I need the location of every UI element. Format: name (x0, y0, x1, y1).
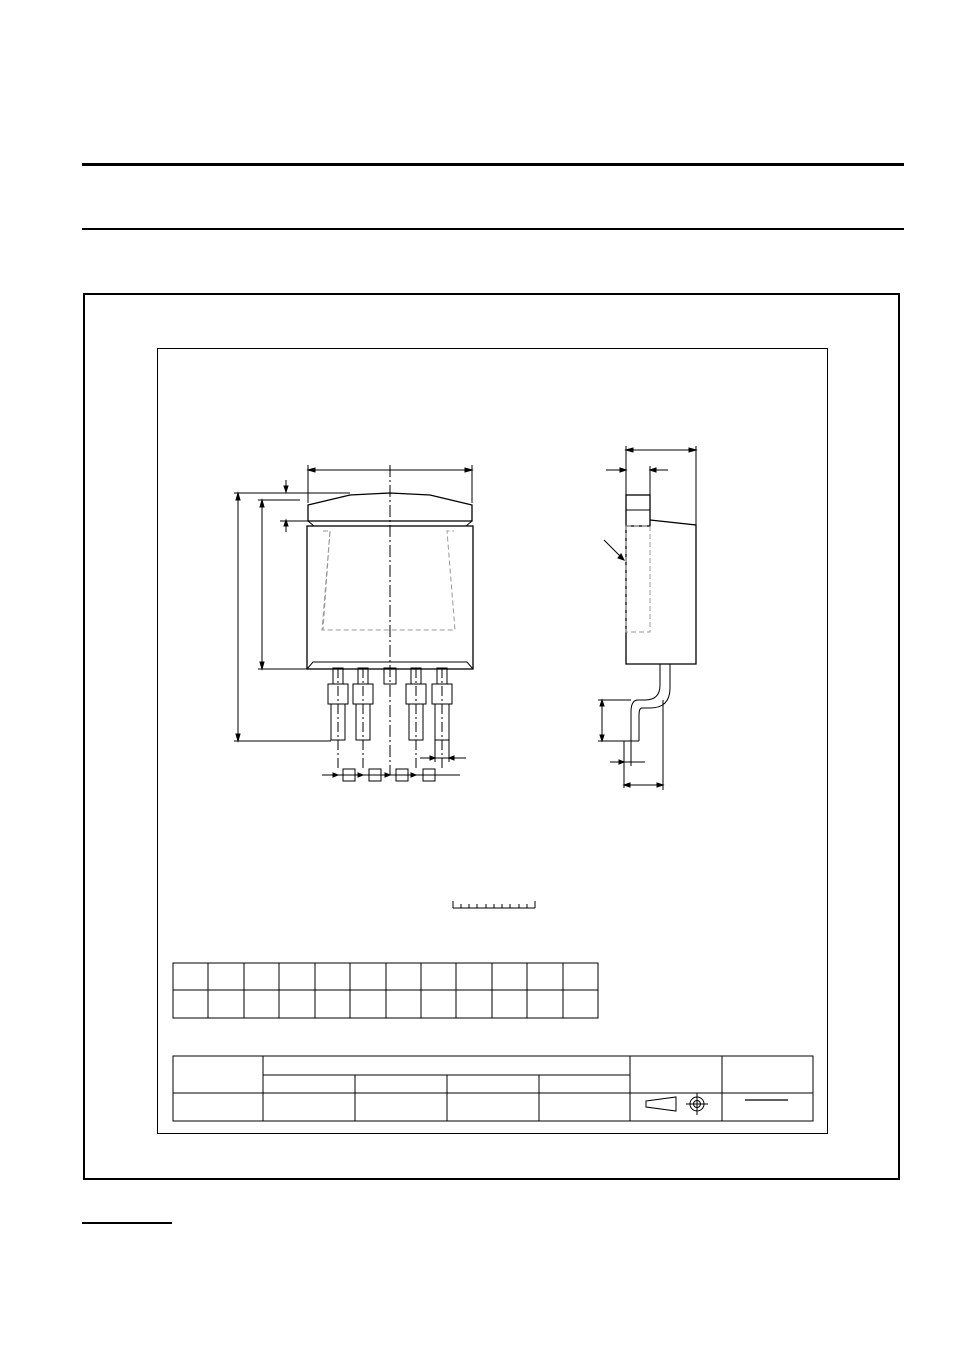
scale-bar (453, 901, 535, 908)
side-view (598, 446, 696, 790)
outline-table (173, 1056, 813, 1121)
dimension-table (173, 963, 598, 1018)
lead-1 (328, 668, 348, 768)
lead-4 (406, 668, 426, 768)
projection-symbol-icon (646, 1093, 708, 1115)
lead-2 (353, 668, 373, 768)
front-view (234, 465, 473, 781)
